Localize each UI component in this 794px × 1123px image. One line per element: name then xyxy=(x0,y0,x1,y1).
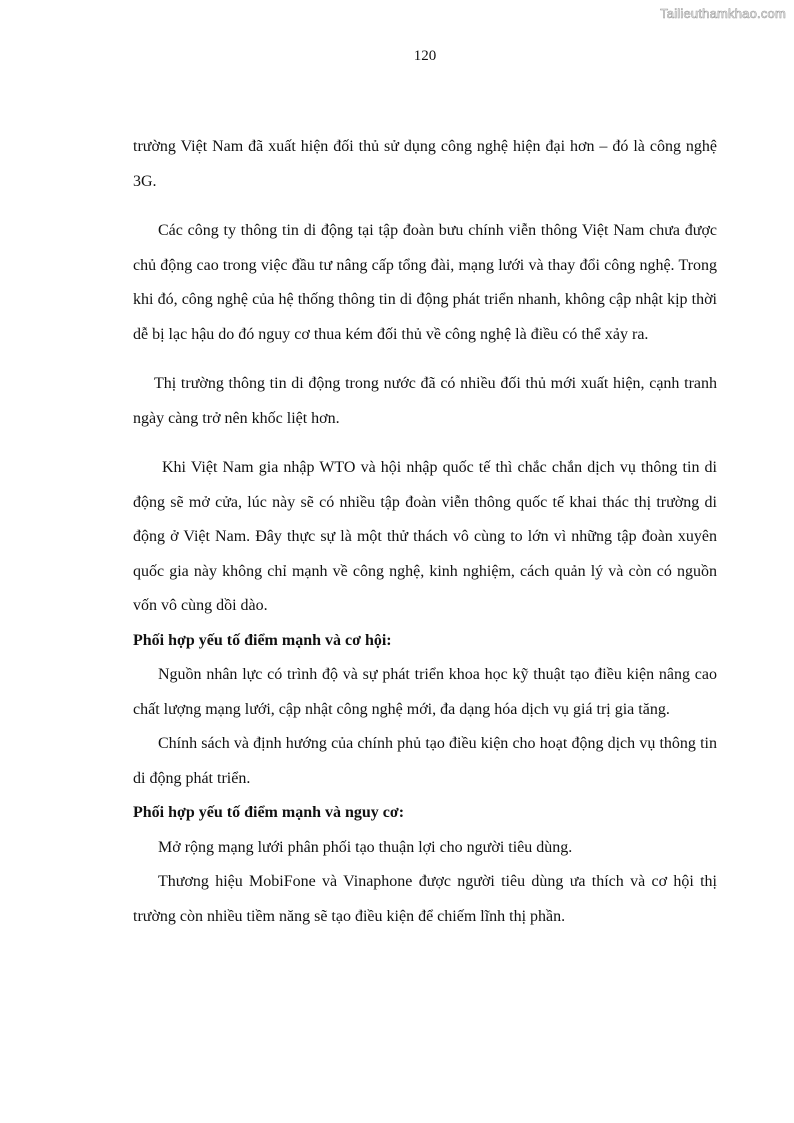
heading-strengths-opportunities: Phối hợp yếu tố điểm mạnh và cơ hội: xyxy=(133,631,392,649)
watermark-text: Tailieuthamkhao.com xyxy=(660,6,786,21)
paragraph-wto: Khi Việt Nam gia nhập WTO và hội nhập quốc tế thì chắc chắn dịch vụ thông tin di động sẽ mở cửa, lúc này sẽ có nhiều tập đoàn viễn thông quốc tế khai thác thị trường di động ở Việt Nam. Đây thực sự là một thử thách vô cùng to lớn vì những tập đoàn xuyên quốc gia này không chỉ mạnh về công nghệ, kinh nghiệm, cách quản lý và còn có nguồn vốn vô cùng dồi dào. xyxy=(133,459,717,614)
paragraph-distribution-network: Mở rộng mạng lưới phân phối tạo thuận lợi cho người tiêu dùng. xyxy=(158,838,573,856)
paragraph-government-policy: Chính sách và định hướng của chính phủ tạo điều kiện cho hoạt động dịch vụ thông tin di động phát triển. xyxy=(133,735,717,787)
heading-strengths-threats: Phối hợp yếu tố điểm mạnh và nguy cơ: xyxy=(133,804,405,821)
paragraph-brand: Thương hiệu MobiFone và Vinaphone được người tiêu dùng ưa thích và cơ hội thị trường còn nhiều tiềm năng sẽ tạo điều kiện để chiếm lĩnh thị phần. xyxy=(133,873,717,925)
paragraph-human-resources: Nguồn nhân lực có trình độ và sự phát triển khoa học kỹ thuật tạo điều kiện nâng cao chất lượng mạng lưới, cập nhật công nghệ mới, đa dạng hóa dịch vụ giá trị gia tăng. xyxy=(133,666,717,718)
paragraph-competition: Thị trường thông tin di động trong nước đã có nhiều đối thủ mới xuất hiện, cạnh tranh ngày càng trở nên khốc liệt hơn. xyxy=(133,375,717,427)
paragraph-technology-risk: Các công ty thông tin di động tại tập đoàn bưu chính viễn thông Việt Nam chưa được chủ động cao trong việc đầu tư nâng cấp tổng đài, mạng lưới và thay đổi công nghệ. Trong khi đó, công nghệ của hệ thống thông tin di động phát triển nhanh, không cập nhật kịp thời dễ bị lạc hậu do đó nguy cơ thua kém đối thủ về công nghệ là điều có thể xảy ra. xyxy=(133,222,717,343)
paragraph-continuation: trường Việt Nam đã xuất hiện đối thủ sử dụng công nghệ hiện đại hơn – đó là công nghệ 3G. xyxy=(133,138,717,190)
page-number: 120 xyxy=(413,48,437,64)
document-body xyxy=(133,130,717,934)
